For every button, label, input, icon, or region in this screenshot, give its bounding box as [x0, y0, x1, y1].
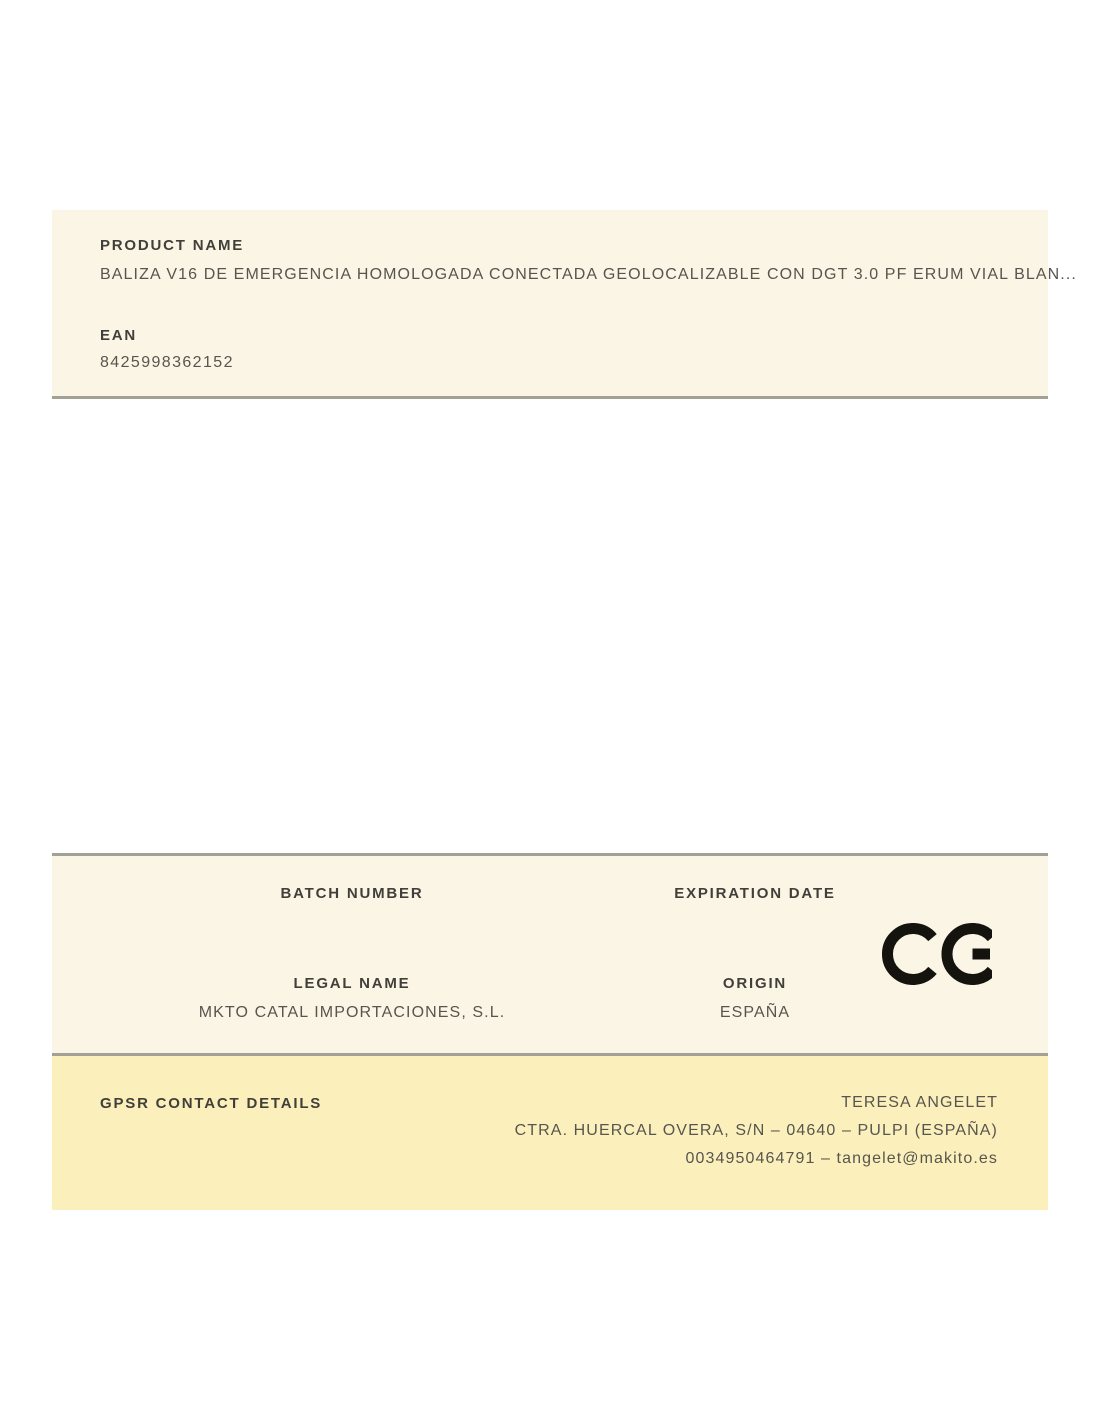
gpsr-contact-panel: [52, 1056, 1048, 1210]
ce-mark-icon: [882, 923, 992, 985]
contact-phone-email: 0034950464791 – tangelet@makito.es: [685, 1150, 998, 1167]
expiration-date-label: EXPIRATION DATE: [674, 885, 836, 902]
product-name-field: [100, 237, 1077, 284]
legal-name-label: LEGAL NAME: [293, 975, 411, 992]
origin-label: ORIGIN: [722, 975, 788, 992]
gpsr-contact-block: [515, 1094, 998, 1178]
product-name-label: PRODUCT NAME: [100, 237, 245, 254]
ean-label: EAN: [100, 327, 138, 344]
product-info-panel: [52, 210, 1077, 399]
batch-number-label: BATCH NUMBER: [280, 885, 424, 902]
contact-name: TERESA ANGELET: [841, 1094, 998, 1111]
ean-field: [100, 328, 1000, 372]
expiration-date-field: [505, 886, 1005, 902]
ean-value: 8425998362152: [100, 354, 234, 371]
legal-name-value: MKTO CATAL IMPORTACIONES, S.L.: [198, 1004, 506, 1021]
origin-value: ESPAÑA: [719, 1004, 791, 1021]
contact-address: CTRA. HUERCAL OVERA, S/N – 04640 – PULPI (ESPAÑA): [514, 1122, 998, 1139]
product-name-value: BALIZA V16 DE EMERGENCIA HOMOLOGADA CONECTADA GEOLOCALIZABLE CON DGT 3.0 PF ERUM VIAL BLAN...: [100, 266, 1077, 283]
gpsr-contact-details-label: GPSR CONTACT DETAILS: [100, 1095, 323, 1112]
batch-origin-panel: [52, 853, 1048, 1056]
